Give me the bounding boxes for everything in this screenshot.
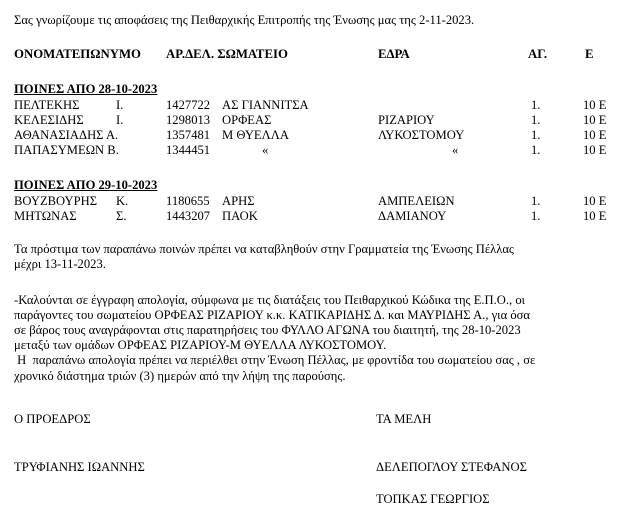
row-fine: 10 Ε: [583, 113, 607, 127]
row-seat: ΔΑΜΙΑΝΟΥ: [378, 209, 447, 223]
row-seat: ΡΙΖΑΡΙΟΥ: [378, 113, 435, 127]
row-surname: ΒΟΥΖΒΟΥΡΗΣ: [14, 194, 98, 208]
row-matches: 1.: [531, 113, 541, 127]
row-matches: 1.: [531, 209, 541, 223]
row-initial: Ι.: [116, 98, 124, 112]
row-id: 1443207: [166, 209, 211, 223]
summons-line: σε βάρος τους αναγράφονται στις παρατηρήσεις του ΦΥΛΛΟ ΑΓΩΝΑ του διαιτητή, της 28-10-2023: [14, 323, 521, 338]
row-initial: Κ.: [116, 194, 129, 208]
row-club: Μ ΘΥΕΛΛΑ: [222, 128, 289, 142]
column-header-name: ΟΝΟΜΑΤΕΠΩΝΥΜΟ: [14, 47, 142, 61]
row-surname: ΠΑΠΑΣΥΜΕΩΝ Β.: [14, 143, 119, 157]
row-fine: 10 Ε: [583, 98, 607, 112]
payment-note: [14, 242, 626, 272]
president-title: Ο ΠΡΟΕΔΡΟΣ: [14, 412, 91, 426]
row-fine: 10 Ε: [583, 143, 607, 157]
payment-note-line: μέχρι 13-11-2023.: [14, 257, 106, 272]
row-matches: 1.: [531, 143, 541, 157]
column-header-fine: Ε: [585, 47, 594, 61]
member-name: ΔΕΛΕΠΟΓΛΟΥ ΣΤΕΦΑΝΟΣ: [376, 460, 527, 474]
row-matches: 1.: [531, 194, 541, 208]
row-seat: «: [452, 143, 459, 157]
row-matches: 1.: [531, 128, 541, 142]
payment-note-line: Τα πρόστιμα των παραπάνω ποινών πρέπει να καταβληθούν στην Γραμματεία της Ένωσης Πέλλας: [14, 242, 514, 256]
row-surname: ΑΘΑΝΑΣΙΑΔΗΣ Α.: [14, 128, 119, 142]
row-club: ΑΡΗΣ: [222, 194, 255, 208]
row-fine: 10 Ε: [583, 128, 607, 142]
row-id: 1180655: [166, 194, 210, 208]
section-title: ΠΟΙΝΕΣ ΑΠΟ 28-10-2023: [14, 82, 158, 96]
summons-line: χρονικό διάστημα τριών (3) ημερών από την λήψη της παρούσης.: [14, 368, 346, 383]
row-initial: Σ.: [116, 209, 127, 223]
row-id: 1357481: [166, 128, 211, 142]
row-fine: 10 Ε: [583, 209, 607, 223]
row-matches: 1.: [531, 98, 541, 112]
row-fine: 10 Ε: [583, 194, 607, 208]
row-id: 1427722: [166, 98, 211, 112]
member-name: ΤΟΠΚΑΣ ΓΕΩΡΓΙΟΣ: [376, 492, 490, 506]
summons-line: Η παραπάνω απολογία πρέπει να περιέλθει στην Ένωση Πέλλας, με φροντίδα του σωματείου σας , σε: [14, 353, 536, 368]
column-header-id-club: ΑΡ.ΔΕΛ. ΣΩΜΑΤΕΙΟ: [166, 47, 288, 61]
row-club: ΠΑΟΚ: [222, 209, 258, 223]
row-club: ΑΣ ΓΙΑΝΝΙΤΣΑ: [222, 98, 309, 112]
row-seat: ΛΥΚΟΣΤΟΜΟΥ: [378, 128, 465, 142]
summons-paragraph: [14, 293, 626, 384]
section-title: ΠΟΙΝΕΣ ΑΠΟ 29-10-2023: [14, 178, 158, 192]
column-header-matches: ΑΓ.: [528, 47, 548, 61]
row-surname: ΚΕΛΕΣΙΔΗΣ: [14, 113, 84, 127]
row-initial: Ι.: [116, 113, 124, 127]
members-title: ΤΑ ΜΕΛΗ: [376, 412, 432, 426]
summons-line: παράγοντες του σωματείου ΟΡΦΕΑΣ ΡΙΖΑΡΙΟΥ κ.κ. ΚΑΤΙΚΑΡΙΔΗΣ Δ. και ΜΑΥΡΙΔΗΣ Α., για όσα: [14, 308, 530, 323]
intro-text: Σας γνωρίζουμε τις αποφάσεις της Πειθαρχικής Επιτροπής της Ένωσης μας της 2-11-2023.: [14, 13, 475, 27]
summons-line: -Καλούνται σε έγγραφη απολογία, σύμφωνα με τις διατάξεις του Πειθαρχικού Κώδικα της Ε.Π.Ο., οι: [14, 293, 526, 307]
row-surname: ΜΗΤΩΝΑΣ: [14, 209, 77, 223]
summons-line: μεταξύ των ομάδων ΟΡΦΕΑΣ ΡΙΖΑΡΙΟΥ-Μ ΘΥΕΛΛΑ ΛΥΚΟΣΤΟΜΟΥ.: [14, 338, 387, 353]
row-club: ΟΡΦΕΑΣ: [222, 113, 272, 127]
president-name: ΤΡΥΦΙΑΝΗΣ ΙΩΑΝΝΗΣ: [14, 460, 145, 474]
row-seat: ΑΜΠΕΛΕΙΩΝ: [378, 194, 455, 208]
row-id: 1344451: [166, 143, 211, 157]
column-header-seat: ΕΔΡΑ: [378, 47, 410, 61]
row-club: «: [262, 143, 269, 157]
row-id: 1298013: [166, 113, 211, 127]
row-surname: ΠΕΛΤΕΚΗΣ: [14, 98, 80, 112]
